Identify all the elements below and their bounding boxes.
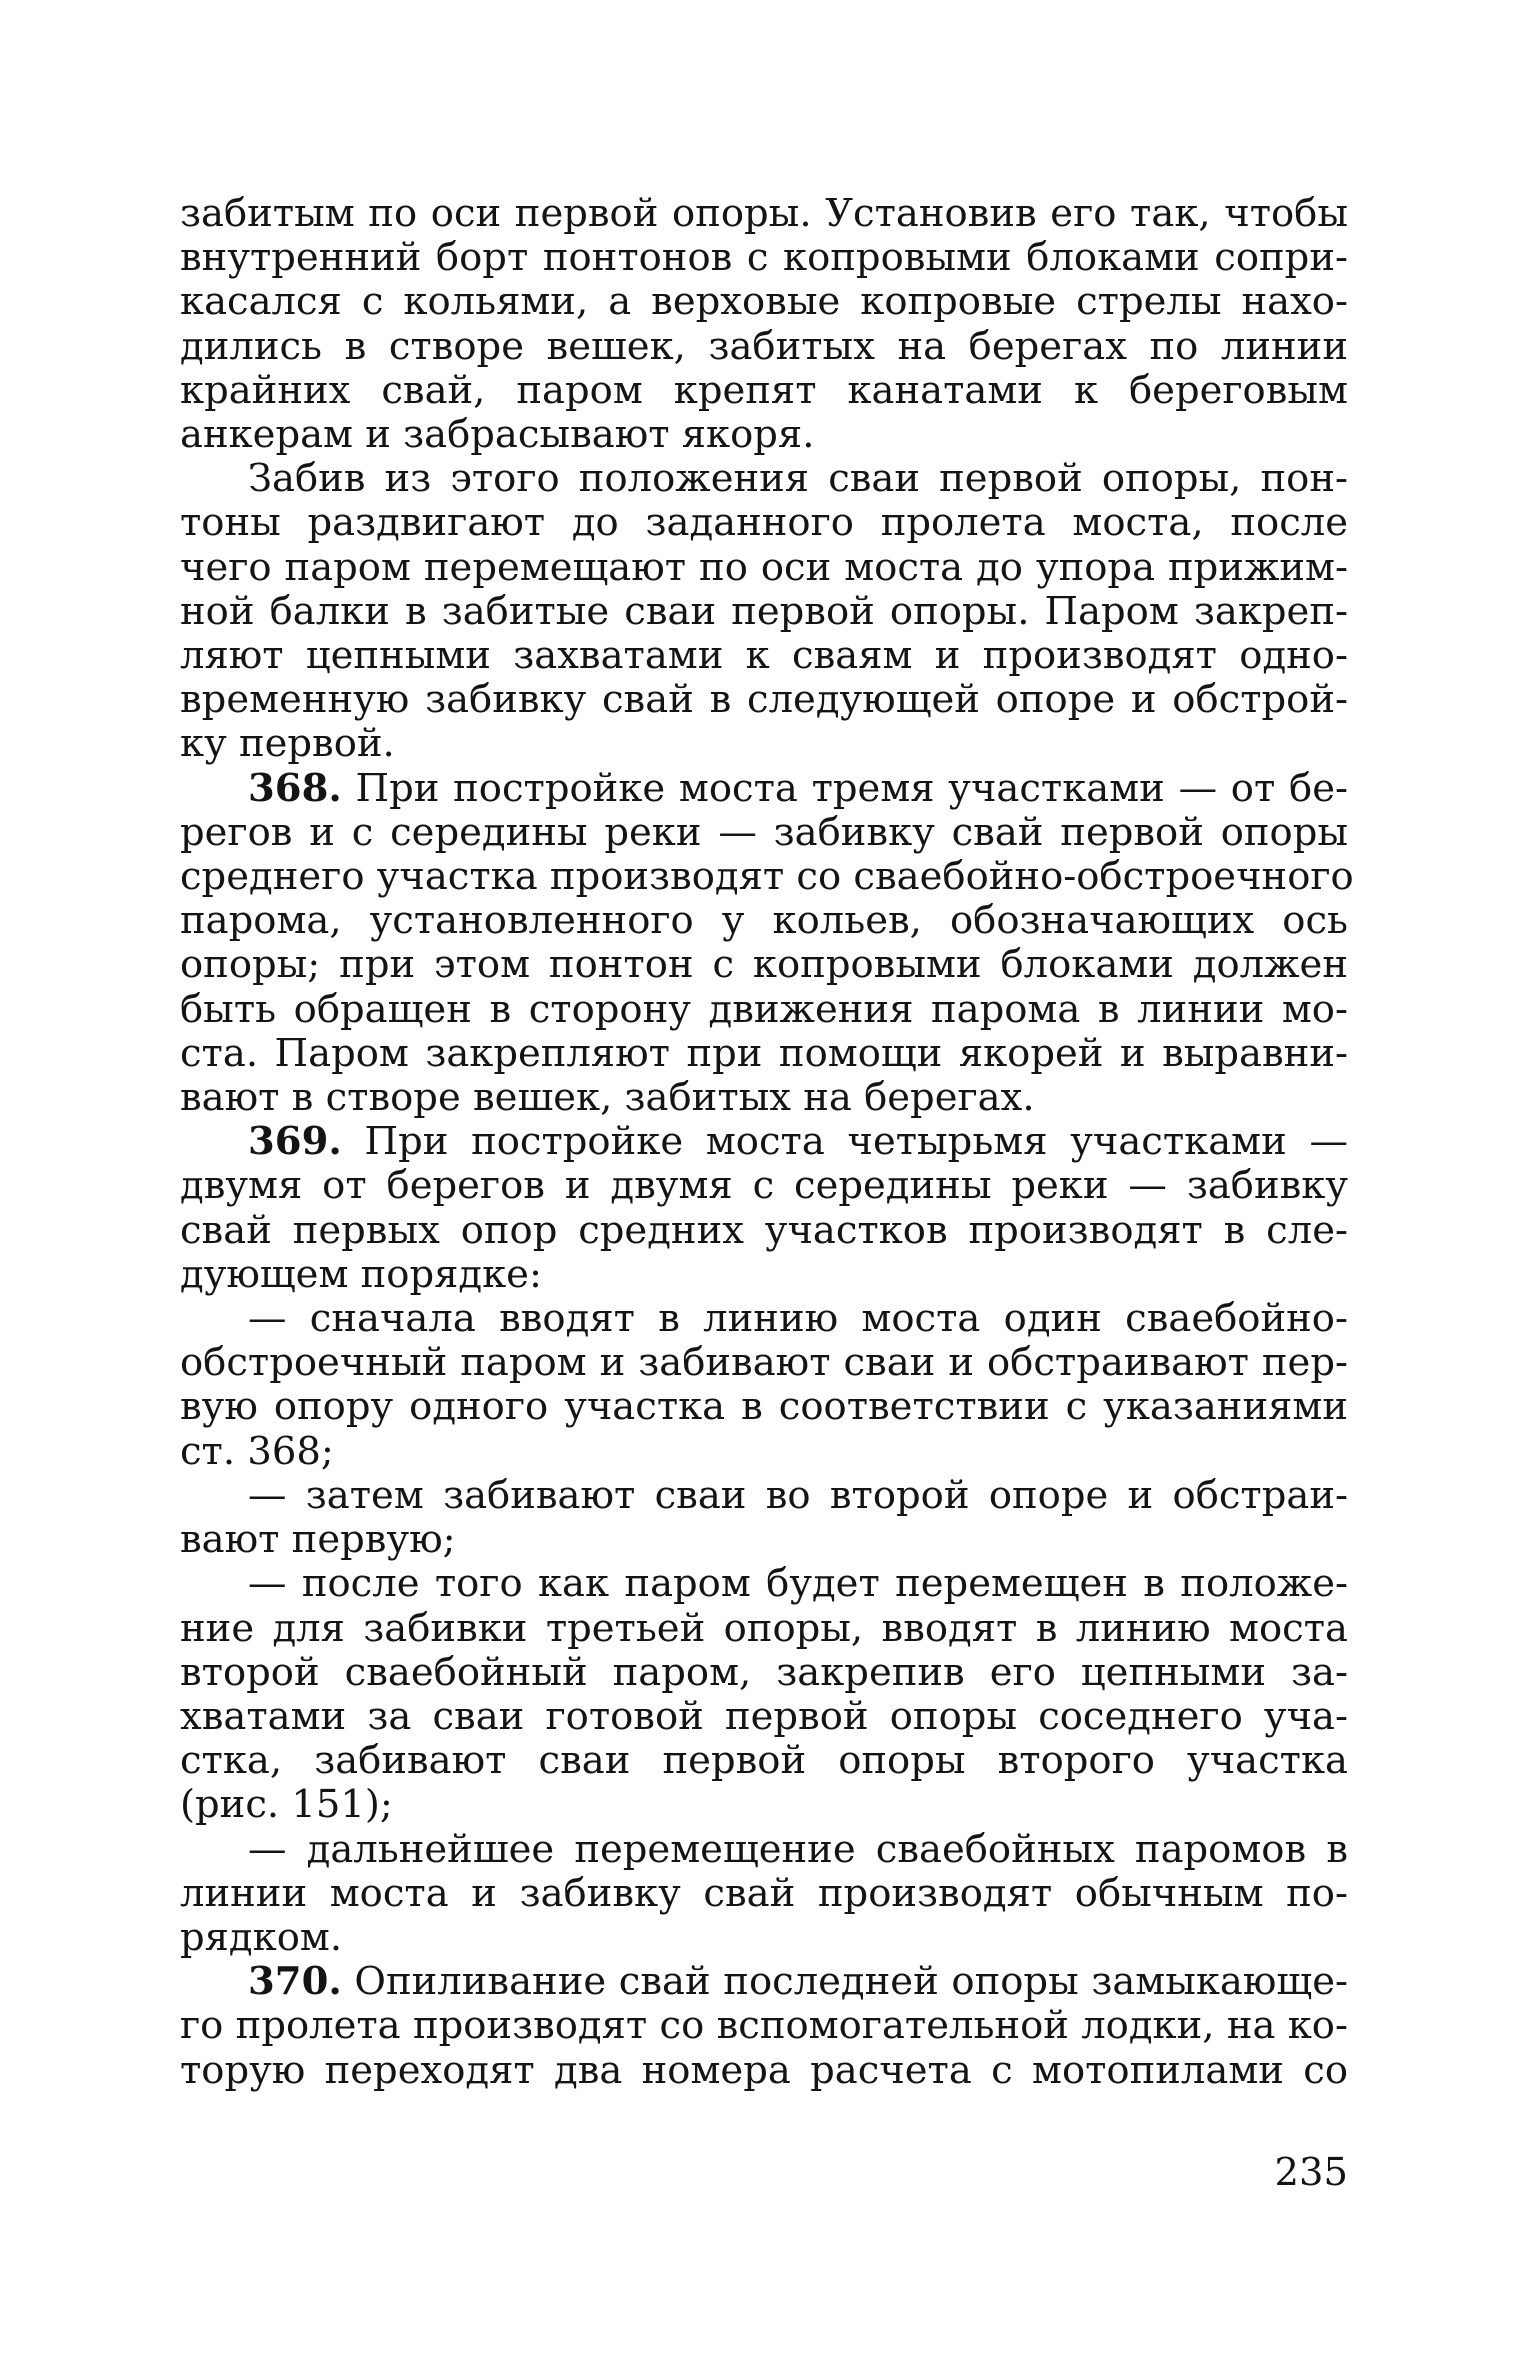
line-text: Опиливание свай последней опоры замыкающе-	[341, 1959, 1348, 2005]
line-text: забитым по оси первой опоры. Установив его так, чтобы	[180, 191, 1348, 236]
text-line	[180, 1872, 1348, 1916]
line-text: вают первую;	[180, 1517, 456, 1563]
line-text: ние для забивки третьей опоры, вводят в линию моста	[180, 1605, 1348, 1651]
text-line	[180, 1430, 1348, 1474]
text-line	[180, 1960, 1348, 2004]
text-line	[180, 1120, 1348, 1164]
line-text: Забив из этого положения сваи первой опоры, пон-	[248, 456, 1348, 502]
text-line	[180, 1739, 1348, 1783]
text-line	[180, 1385, 1348, 1429]
line-text: парома, установленного у кольев, обозначающих ось	[180, 898, 1348, 944]
line-text: — сначала вводят в линию моста один сваебойно-	[248, 1296, 1348, 1342]
line-text: среднего участка производят со сваебойно-обстроечного	[180, 854, 1354, 900]
line-text: чего паром перемещают по оси моста до упора прижим-	[180, 544, 1348, 590]
line-text: регов и с середины реки — забивку свай первой опоры	[180, 809, 1348, 855]
line-text: внутренний борт понтонов с копровыми блоками сопри-	[180, 235, 1348, 281]
line-text: быть обращен в сторону движения парома в линии мо-	[180, 986, 1348, 1032]
text-line	[180, 192, 1348, 236]
text-line	[180, 1518, 1348, 1562]
paragraph-p369c	[180, 1562, 1348, 1827]
line-text: крайних свай, паром крепят канатами к береговым	[180, 367, 1348, 413]
text-line	[180, 1209, 1348, 1253]
text-line	[180, 854, 1354, 900]
text-line	[180, 1474, 1348, 1518]
line-text: ст. 368;	[180, 1428, 334, 1474]
text-line	[180, 1695, 1348, 1739]
paragraph-p369d	[180, 1828, 1348, 1961]
line-text: ной балки в забитые сваи первой опоры. Паром закреп-	[180, 588, 1348, 634]
page-number: 235	[1274, 2150, 1348, 2195]
paragraph-p370	[180, 1960, 1348, 2093]
text-line	[180, 2049, 1348, 2093]
paragraph-p1	[180, 192, 1348, 457]
line-text: двумя от берегов и двумя с середины реки — забивку	[180, 1163, 1348, 1209]
text-line	[180, 1253, 1348, 1297]
line-text: свай первых опор средних участков производят в сле-	[180, 1207, 1348, 1253]
line-text: линии моста и забивку свай производят обычным по-	[180, 1870, 1348, 1916]
line-text: временную забивку свай в следующей опоре и обстрой-	[180, 677, 1348, 723]
text-line	[180, 1341, 1348, 1385]
line-text: обстроечный паром и забивают сваи и обстраивают пер-	[180, 1340, 1348, 1386]
text-line	[180, 1164, 1348, 1208]
text-line	[180, 590, 1348, 634]
line-text: го пролета производят со вспомогательной лодки, на ко-	[180, 2003, 1348, 2049]
text-line	[180, 1828, 1348, 1872]
line-text: торую переходят два номера расчета с мотопилами со	[180, 2047, 1348, 2093]
text-line	[180, 1916, 1348, 1960]
line-text: При постройке моста четырьмя участками —	[341, 1119, 1348, 1165]
text-line	[180, 236, 1348, 280]
line-text: ста. Паром закрепляют при помощи якорей и выравни-	[180, 1030, 1348, 1076]
text-line	[180, 811, 1348, 855]
line-text: анкерам и забрасывают якоря.	[180, 412, 815, 458]
paragraph-p369b	[180, 1474, 1348, 1562]
text-line	[180, 1032, 1348, 1076]
line-text: (рис. 151);	[180, 1782, 393, 1828]
text-line	[180, 988, 1348, 1032]
paragraph-p2	[180, 457, 1348, 766]
text-line	[180, 634, 1348, 678]
text-line	[180, 1651, 1348, 1695]
text-line	[180, 280, 1348, 324]
paragraph-p368	[180, 765, 1354, 1121]
text-line	[180, 943, 1348, 987]
text-line	[180, 767, 1348, 811]
text-line	[180, 1607, 1348, 1651]
text-line	[180, 546, 1348, 590]
line-text: — после того как паром будет перемещен в положе-	[248, 1561, 1348, 1607]
line-text: хватами за сваи готовой первой опоры соседнего уча-	[180, 1693, 1348, 1739]
text-line	[180, 1562, 1348, 1606]
text-line	[180, 325, 1348, 369]
line-text: тоны раздвигают до заданного пролета моста, после	[180, 500, 1348, 546]
line-text: дующем порядке:	[180, 1251, 542, 1297]
text-line	[180, 1783, 1348, 1827]
line-text: При постройке моста тремя участками — от бе-	[341, 765, 1348, 811]
line-text: опоры; при этом понтон с копровыми блоками должен	[180, 942, 1348, 988]
text-line	[180, 722, 1348, 766]
section-number: 369.	[248, 1119, 342, 1165]
line-text: дились в створе вешек, забитых на берегах по линии	[180, 323, 1348, 369]
text-line	[180, 413, 1348, 457]
line-text: второй сваебойный паром, закрепив его цепными за-	[180, 1649, 1348, 1695]
line-text: ку первой.	[180, 721, 395, 767]
body-text	[180, 191, 1354, 2093]
line-text: вую опору одного участка в соответствии с указаниями	[180, 1384, 1348, 1430]
text-line	[180, 899, 1348, 943]
text-line	[180, 501, 1348, 545]
section-number: 370.	[248, 1959, 342, 2005]
paragraph-p369	[180, 1120, 1348, 1297]
line-text: касался с кольями, а верховые копровые стрелы нахо-	[180, 279, 1348, 325]
section-number: 368.	[248, 765, 342, 811]
text-line	[180, 1076, 1348, 1120]
line-text: — затем забивают сваи во второй опоре и обстраи-	[248, 1472, 1348, 1518]
paragraph-p369a	[180, 1297, 1348, 1474]
line-text: вают в створе вешек, забитых на берегах.	[180, 1075, 1035, 1121]
text-line	[180, 2004, 1348, 2048]
line-text: ляют цепными захватами к сваям и производят одно-	[180, 633, 1348, 679]
line-text: — дальнейшее перемещение сваебойных паромов в	[248, 1826, 1348, 1872]
text-line	[180, 457, 1348, 501]
line-text: рядком.	[180, 1914, 343, 1960]
text-line	[180, 678, 1348, 722]
text-line	[180, 1297, 1348, 1341]
text-line	[180, 369, 1348, 413]
line-text: стка, забивают сваи первой опоры второго участка	[180, 1738, 1348, 1784]
